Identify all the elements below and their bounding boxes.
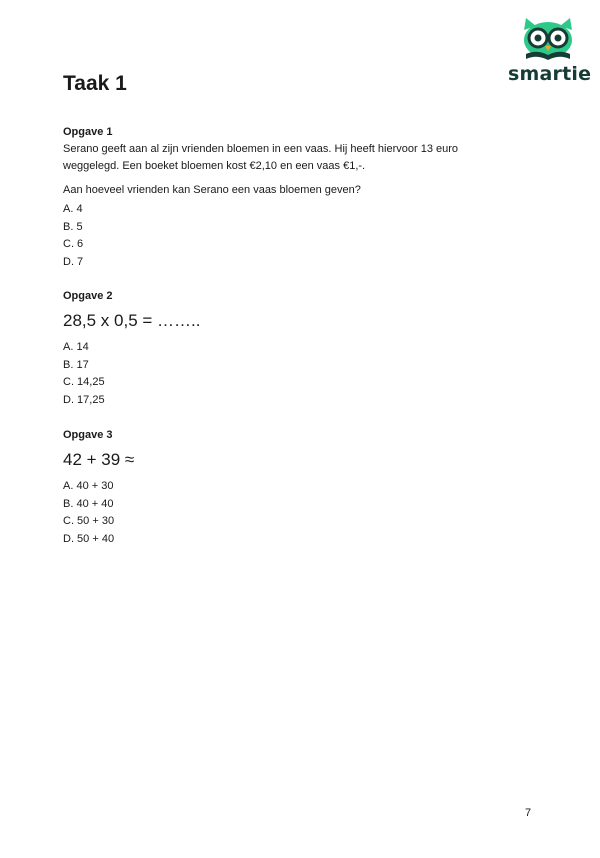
opgave-1-options (63, 201, 503, 271)
brand-logo (508, 14, 592, 90)
option-c: C. 14,25 (63, 376, 105, 388)
option-d: D. 7 (63, 255, 84, 268)
option-b: B. 17 (63, 358, 89, 371)
owl-icon (518, 14, 578, 62)
option-a: A. 40 + 30 (63, 480, 114, 492)
option-a: A. 4 (63, 203, 83, 215)
opgave-3-heading: Opgave 3 (63, 429, 113, 441)
option-a: A. 14 (63, 341, 89, 353)
opgave-3 (63, 427, 503, 548)
opgave-1-heading: Opgave 1 (63, 126, 113, 138)
opgave-2-expression: 28,5 x 0,5 = …….. (63, 311, 201, 330)
opgave-1-question: Aan hoeveel vrienden kan Serano een vaas bloemen geven? (63, 184, 361, 196)
opgave-1 (63, 124, 503, 271)
opgave-1-statement-line-2: weggelegd. Een boeket bloemen kost €2,10 en een vaas €1,-. (63, 160, 366, 172)
option-c: C. 50 + 30 (63, 515, 115, 527)
page-title: Taak 1 (63, 72, 127, 95)
opgave-2 (63, 288, 503, 409)
opgave-3-options (63, 478, 503, 548)
page-number: 7 (525, 807, 532, 819)
option-d: D. 50 + 40 (63, 532, 115, 545)
option-b: B. 40 + 40 (63, 497, 114, 510)
opgave-1-statement-line-1: Serano geeft aan al zijn vrienden bloemen in een vaas. Hij heeft hiervoor 13 euro (63, 143, 459, 155)
opgave-2-options (63, 339, 503, 409)
logo-wordmark: smartie (508, 63, 592, 85)
option-d: D. 17,25 (63, 393, 105, 406)
opgave-2-heading: Opgave 2 (63, 290, 113, 302)
option-c: C. 6 (63, 238, 84, 250)
worksheet-content (63, 124, 503, 548)
opgave-3-expression: 42 + 39 ≈ (63, 450, 135, 469)
option-b: B. 5 (63, 220, 83, 233)
